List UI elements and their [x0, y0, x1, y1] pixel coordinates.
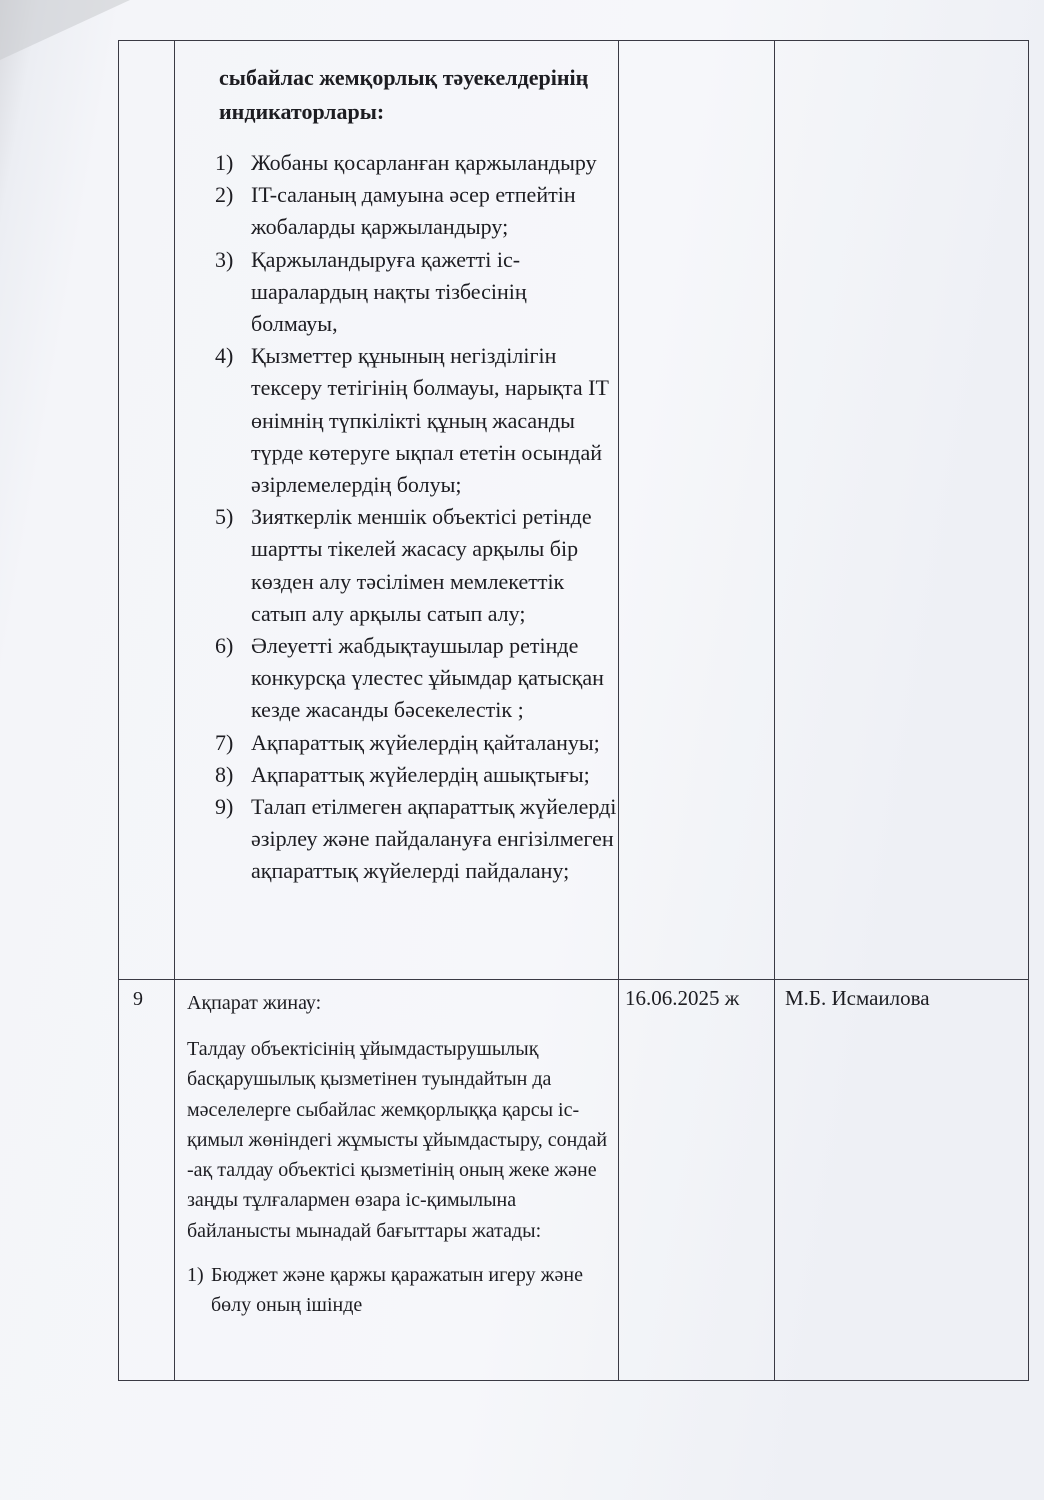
- list-item: [215, 791, 618, 888]
- list-item: [215, 759, 618, 791]
- row-number: 9: [133, 988, 143, 1010]
- number-cell: [119, 41, 175, 980]
- responsible-cell: [775, 980, 1029, 1381]
- item-text: Талап етілмеген ақпараттық жүйелерді әзірлеу және пайдалануға енгізілмеген ақпараттық жүйелерді пайдалану;: [251, 794, 617, 884]
- item-number: 9): [215, 794, 234, 820]
- item-number: 1): [187, 1264, 204, 1287]
- row-paragraph: Талдау объектісінің ұйымдастырушылық басқарушылық қызметінен туындайтын да мәселелерге сыбайлас жемқорлыққа қарсы іс-қимыл жөніндегі жұмысты ұйымдастыру, сондай -ақ талдау объектісі қызметінің оның жеке және заңды тұлғалармен өзара іс-қимылына байланысты мынадай бағыттары жатады:: [187, 1038, 608, 1242]
- item-number: 5): [215, 504, 234, 530]
- section-heading: [175, 41, 618, 129]
- table-row: [119, 980, 1029, 1381]
- item-number: 6): [215, 633, 234, 659]
- indicator-list: [175, 147, 618, 888]
- direction-list: [175, 1260, 618, 1320]
- list-item: [215, 630, 618, 727]
- item-number: 8): [215, 761, 234, 787]
- responsible-cell: [775, 41, 1029, 980]
- plan-table: [118, 40, 1029, 1381]
- list-item: [215, 340, 618, 501]
- item-number: 1): [215, 150, 234, 175]
- deadline-date: 16.06.2025 ж: [625, 986, 740, 1010]
- responsible-person: М.Б. Исмаилова: [785, 986, 930, 1010]
- list-item: [215, 147, 618, 179]
- page-fold-shadow: [0, 0, 130, 60]
- date-cell: [619, 980, 775, 1381]
- list-item: [215, 179, 618, 243]
- item-number: 2): [215, 182, 234, 208]
- item-text: Зияткерлік меншік объектісі ретінде шартты тікелей жасасу арқылы бір көзден алу тәсілімен мемлекеттік сатып алу арқылы сатып алу;: [251, 504, 592, 626]
- content-cell: [175, 41, 619, 980]
- item-number: 3): [215, 246, 234, 272]
- list-item: [215, 244, 618, 341]
- list-item: [215, 727, 618, 759]
- item-number: 4): [215, 343, 234, 369]
- item-text: Әлеуетті жабдықтаушылар ретінде конкурсқа үлестес ұйымдар қатысқан кезде жасанды бәсекелестік ;: [251, 633, 604, 723]
- item-text: Қызметтер құнының негізділігін тексеру тетігінің болмауы, нарықта IT өнімнің түпкілікті құның жасанды түрде көтеруге ықпал ететін осындай әзірлемелердің болуы;: [251, 343, 609, 498]
- item-text: Ақпараттық жүйелердің ашықтығы;: [251, 761, 590, 787]
- heading-line: сыбайлас жемқорлық тәуекелдерінің: [219, 65, 589, 90]
- item-text: IT-саланың дамуына әсер етпейтін жобаларды қаржыландыру;: [251, 182, 576, 240]
- row-title: Ақпарат жинау:: [187, 992, 322, 1014]
- item-text: Бюджет және қаржы қаражатын игеру және бөлу оның ішінде: [211, 1264, 583, 1317]
- date-cell: [619, 41, 775, 980]
- list-item: [187, 1260, 618, 1320]
- list-item: [215, 501, 618, 630]
- item-text: Ақпараттық жүйелердің қайталануы;: [251, 729, 600, 755]
- content-cell: [175, 980, 619, 1381]
- number-cell: [119, 980, 175, 1381]
- item-text: Қаржыландыруға қажетті іс-шаралардың нақты тізбесінің болмауы,: [251, 246, 527, 337]
- heading-line: индикаторлары:: [219, 99, 385, 124]
- item-text: Жобаны қосарланған қаржыландыру: [251, 150, 597, 175]
- table-row: [119, 41, 1029, 980]
- item-number: 7): [215, 729, 234, 755]
